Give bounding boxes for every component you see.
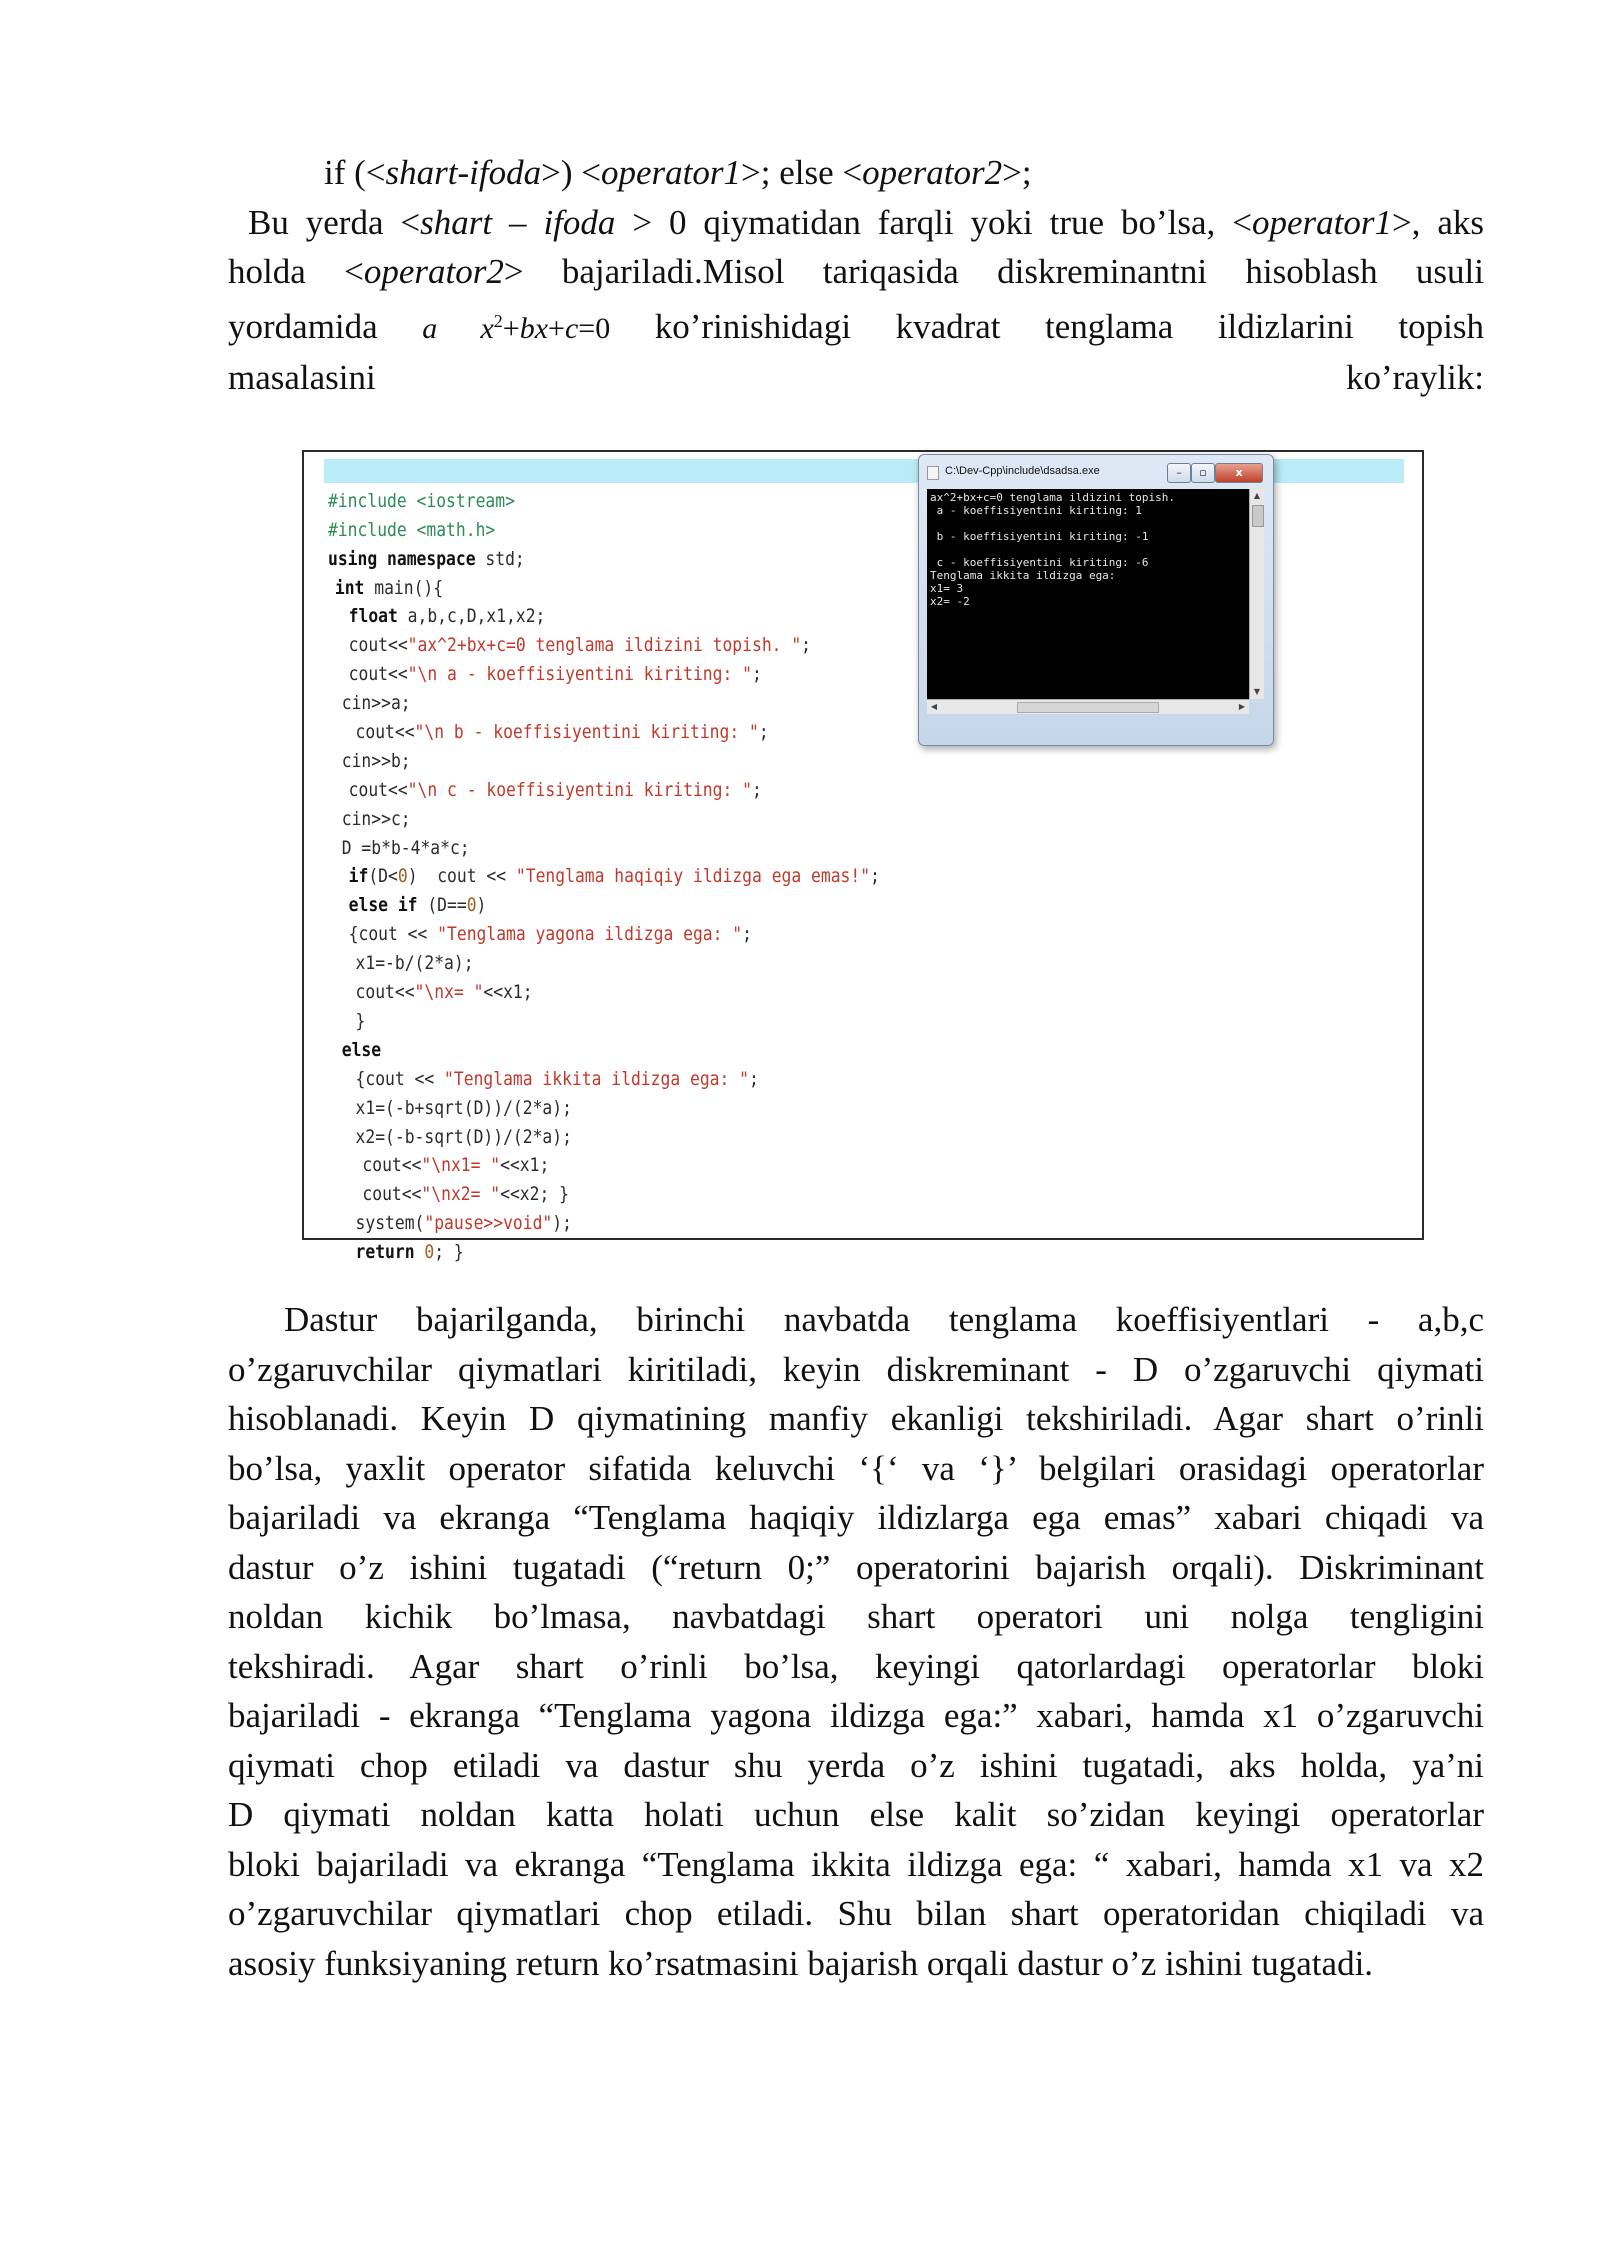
- paragraph-line: bo’lsa, yaxlit operator sifatida keluvchi ‘{‘ va ‘}’ belgilari orasidagi operatorlar: [228, 1448, 1484, 1488]
- code-keyword: return: [355, 1241, 415, 1264]
- text-run: holda <: [228, 252, 364, 291]
- code-string: "\n a - koeffisiyentini kiriting: ": [407, 663, 752, 686]
- code-string: "\nx= ": [414, 981, 484, 1004]
- quadratic-formula: [422, 312, 610, 345]
- code-text: a,b,c,D,x1,x2;: [397, 605, 546, 628]
- code-text: ;: [801, 634, 812, 657]
- code-line: [328, 891, 880, 920]
- code-text: cin>>a;: [341, 692, 411, 715]
- code-keyword: int: [334, 576, 365, 599]
- code-line: [328, 834, 880, 863]
- code-string: "\n b - koeffisiyentini kiriting: ": [414, 721, 759, 744]
- paragraph-line: o’zgaruvchilar qiymatlari chop etiladi. Shu bilan shart operatoridan chiqiladi va: [228, 1894, 1484, 1933]
- scroll-thumb[interactable]: [1252, 505, 1264, 527]
- scroll-down-icon[interactable]: ▼: [1253, 687, 1261, 696]
- code-keyword: if: [348, 865, 369, 888]
- code-text: x2=(-b-sqrt(D))/(2*a);: [355, 1125, 572, 1148]
- code-line: [328, 545, 880, 574]
- scroll-right-icon[interactable]: ▶: [1238, 702, 1246, 711]
- code-line: [328, 574, 880, 603]
- code-string: "\nx2= ": [421, 1183, 501, 1206]
- syntax-part: >;: [1002, 153, 1032, 192]
- console-title: C:\Dev-Cpp\include\dsadsa.exe: [945, 465, 1100, 477]
- code-text: ; }: [434, 1241, 464, 1264]
- syntax-line: [228, 148, 1484, 198]
- intro-text-block: [228, 148, 1484, 403]
- code-text: cin>>c;: [341, 807, 411, 830]
- code-line: [328, 949, 880, 978]
- text-run: >, aks: [1391, 202, 1484, 242]
- code-line: [328, 660, 880, 689]
- formula-term: a x: [422, 311, 494, 345]
- code-text: }: [355, 1009, 366, 1032]
- code-text: cout<<: [355, 981, 415, 1004]
- formula-term: bx: [519, 311, 549, 345]
- code-line: [328, 1238, 880, 1267]
- paragraph-line: bajariladi - ekranga “Tenglama yagona ildizga ega:” xabari, hamda x1 o’zgaruvchi: [228, 1696, 1484, 1735]
- code-string: "Tenglama yagona ildizga ega: ": [437, 923, 743, 946]
- code-text: ): [476, 894, 487, 917]
- code-text: #include <math.h>: [328, 518, 496, 541]
- text-run: yordamida: [228, 306, 423, 346]
- code-figure: [302, 450, 1424, 1264]
- code-text: ;: [758, 721, 769, 744]
- code-text: x1=-b/(2*a);: [355, 952, 474, 975]
- paragraph-line: bloki bajariladi va ekranga “Tenglama ikkita ildizga ega: “ xabari, hamda x1 va x2: [228, 1844, 1484, 1884]
- explanation-paragraph: [228, 1295, 1484, 1988]
- formula-operator: +: [502, 311, 520, 345]
- code-string: "\n c - koeffisiyentini kiriting: ": [407, 778, 752, 801]
- formula-exponent: 2: [493, 310, 503, 331]
- code-keyword: float: [348, 605, 398, 628]
- code-text: ;: [870, 865, 880, 888]
- code-text: #include <iostream>: [328, 489, 515, 512]
- vertical-scrollbar[interactable]: [1249, 489, 1264, 699]
- paragraph-line: bajariladi va ekranga “Tenglama haqiqiy ildizlarga ega emas” xabari chiqadi va: [228, 1498, 1484, 1537]
- code-text: ;: [742, 923, 752, 946]
- code-text: std;: [475, 547, 525, 570]
- code-keyword: else: [341, 1038, 382, 1061]
- paragraph-line: hisoblanadi. Keyin D qiymatining manfiy ekanligi tekshiriladi. Agar shart o’rinli: [228, 1399, 1484, 1438]
- console-screen[interactable]: [927, 489, 1249, 699]
- code-text: main(){: [364, 576, 444, 599]
- paragraph-line: noldan kichik bo’lmasa, navbatdagi shart operatori uni nolga tengligini: [228, 1597, 1484, 1636]
- code-text: (D<: [368, 865, 398, 888]
- code-keyword: using namespace: [328, 547, 476, 570]
- code-line: [328, 487, 880, 516]
- code-text: <<x2; }: [500, 1183, 570, 1206]
- paragraph-line: tekshiradi. Agar shart o’rinli bo’lsa, keyingi qatorlardagi operatorlar bloki: [228, 1646, 1484, 1686]
- code-line: [328, 1180, 880, 1209]
- code-line: [328, 1209, 880, 1238]
- text-run: ko’raylik:: [1345, 358, 1484, 397]
- syntax-part: if (<: [324, 153, 386, 192]
- code-line: [328, 1123, 880, 1152]
- code-line: [328, 1007, 880, 1036]
- scroll-left-icon[interactable]: ◀: [930, 702, 938, 711]
- code-text: (D==: [417, 894, 467, 917]
- close-button[interactable]: x: [1215, 463, 1263, 483]
- code-line: [328, 805, 880, 834]
- maximize-button[interactable]: ▫: [1191, 463, 1215, 483]
- code-text: ;: [749, 1067, 759, 1090]
- text-run: Bu yerda <: [248, 202, 421, 242]
- code-text: ) cout <<: [407, 865, 516, 888]
- code-number: 0: [466, 894, 477, 917]
- code-line: [328, 920, 880, 949]
- console-titlebar[interactable]: [927, 461, 1265, 485]
- code-text: {cout <<: [355, 1067, 445, 1090]
- code-text: cout<<: [348, 778, 408, 801]
- text-italic: operator1: [1251, 202, 1392, 242]
- code-number: 0: [414, 1241, 435, 1264]
- code-line: [328, 602, 880, 631]
- console-app-icon: [927, 466, 939, 480]
- text-run: > 0 qiymatidan farqli yoki true bo’lsa, <: [615, 202, 1252, 242]
- code-line: [328, 1094, 880, 1123]
- code-text: cout<<: [362, 1183, 422, 1206]
- horizontal-scrollbar[interactable]: [927, 699, 1249, 714]
- console-output: ax^2+bx+c=0 tenglama ildizini topish. a - koeffisiyentini kiriting: 1 b - koeffisiyentini kiriting: -1 c - koeffisiyentini kiriting: -6 Tenglama ikkita ildizga ega: x1= 3 x2= -2: [930, 491, 1176, 608]
- code-text: cout<<: [348, 634, 408, 657]
- code-line: [328, 978, 880, 1007]
- code-line: [328, 747, 880, 776]
- paragraph-line: [228, 247, 1484, 297]
- paragraph-line: o’zgaruvchilar qiymatlari kiritiladi, keyin diskreminant - D o’zgaruvchi qiymati: [228, 1349, 1484, 1389]
- scroll-up-icon[interactable]: ▲: [1253, 491, 1261, 500]
- paragraph-line: qiymati chop etiladi va dastur shu yerda o’z ishini tugatadi, aks holda, ya’ni: [228, 1745, 1484, 1785]
- code-line: [328, 689, 880, 718]
- syntax-operator1: operator1: [601, 153, 741, 192]
- code-text: cout<<: [362, 1154, 422, 1177]
- formula-term: c: [564, 311, 579, 345]
- paragraph-line: [228, 353, 1484, 403]
- code-text: system(: [355, 1212, 425, 1235]
- code-text: );: [552, 1212, 572, 1235]
- code-text: cin>>b;: [341, 749, 411, 772]
- formula-operator: +: [548, 311, 565, 345]
- paragraph-line: Dastur bajarilganda, birinchi navbatda tenglama koeffisiyentlari - a,b,c: [284, 1300, 1484, 1339]
- code-number: 0: [397, 865, 408, 888]
- syntax-operator2: operator2: [862, 153, 1003, 192]
- formula-operator: =: [578, 311, 596, 345]
- code-text: x1=(-b+sqrt(D))/(2*a);: [355, 1096, 572, 1119]
- scroll-thumb[interactable]: [1017, 702, 1159, 713]
- code-line: [328, 1151, 880, 1180]
- code-string: "Tenglama haqiqiy ildizga ega emas!": [515, 865, 871, 888]
- code-text: <<x1;: [500, 1154, 550, 1177]
- code-line: [328, 776, 880, 805]
- code-string: "\nx1= ": [421, 1154, 501, 1177]
- minimize-button[interactable]: –: [1167, 463, 1191, 483]
- syntax-part: >) <: [541, 153, 601, 192]
- paragraph-line: D qiymati noldan katta holati uchun else kalit so’zidan keyingi operatorlar: [228, 1795, 1484, 1834]
- code-line: [328, 862, 880, 891]
- code-text: ;: [751, 778, 762, 801]
- console-window: [918, 454, 1274, 746]
- code-text: cout<<: [355, 721, 415, 744]
- code-line: [328, 718, 880, 747]
- paragraph-line: dastur o’z ishini tugatadi (“return 0;” operatorini bajarish orqali). Diskriminant: [228, 1547, 1484, 1587]
- text-italic: shart – ifoda: [420, 202, 616, 242]
- code-string: "Tenglama ikkita ildizga ega: ": [444, 1067, 750, 1090]
- syntax-part: >; else <: [741, 153, 863, 192]
- code-text: ;: [751, 663, 762, 686]
- paragraph-line: [228, 297, 1484, 354]
- text-run: masalasini: [228, 358, 376, 397]
- code-listing: [328, 458, 880, 1325]
- paragraph-line: asosiy funksiyaning return ko’rsatmasini bajarish orqali dastur o’z ishini tugatadi.: [228, 1943, 1374, 1983]
- code-string: "ax^2+bx+c=0 tenglama ildizini topish. ": [407, 634, 802, 657]
- formula-term: 0: [595, 311, 611, 345]
- code-text: {cout <<: [348, 923, 438, 946]
- syntax-condition: shart-ifoda: [385, 153, 542, 192]
- code-string: "pause>>void": [424, 1212, 553, 1235]
- paragraph-line: [228, 198, 1484, 248]
- code-line: [328, 631, 880, 660]
- text-run: ko’rinishidagi kvadrat tenglama ildizlarini topish: [610, 306, 1484, 346]
- code-text: cout<<: [348, 663, 408, 686]
- text-run: > bajariladi.Misol tariqasida diskreminantni hisoblash usuli: [503, 252, 1484, 291]
- text-italic: operator2: [363, 252, 504, 291]
- code-line: [328, 516, 880, 545]
- code-line: [328, 1036, 880, 1065]
- code-text: <<x1;: [483, 981, 533, 1004]
- code-text: D =b*b-4*a*c;: [341, 836, 470, 859]
- code-keyword: else if: [348, 894, 418, 917]
- code-line: [328, 1065, 880, 1094]
